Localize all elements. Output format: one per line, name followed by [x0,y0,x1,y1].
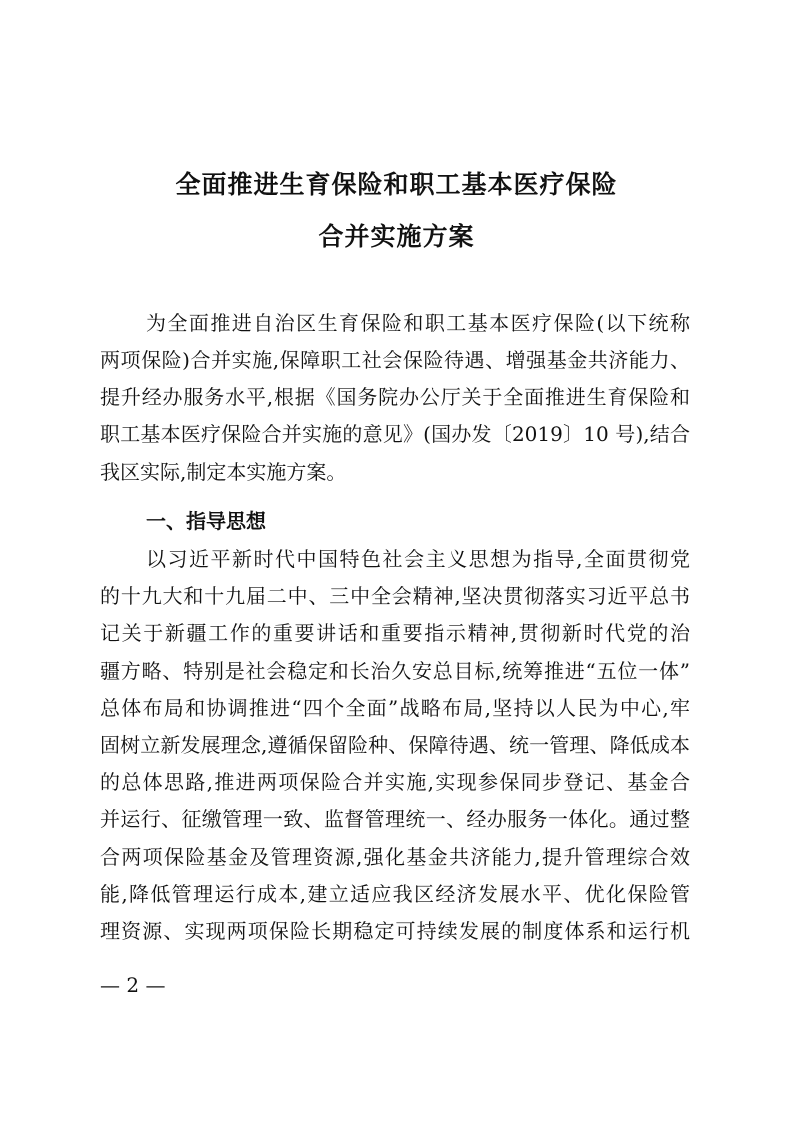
intro-line: 为全面推进自治区生育保险和职工基本医疗保险(以下统称 [146,311,690,335]
body-line: 总体布局和协调推进“四个全面”战略布局,坚持以人民为中心,牢 [100,696,690,720]
body-line: 以习近平新时代中国特色社会主义思想为指导,全面贯彻党 [146,547,690,571]
section-heading: 一、指导思想 [146,509,266,533]
body-line: 的总体思路,推进两项保险合并实施,实现参保同步登记、基金合 [100,770,690,794]
body-line: 合两项保险基金及管理资源,强化基金共济能力,提升管理综合效 [100,845,690,869]
intro-line: 两项保险)合并实施,保障职工社会保险待遇、增强基金共济能力、 [100,348,690,372]
body-line: 固树立新发展理念,遵循保留险种、保障待遇、统一管理、降低成本 [100,733,690,757]
body-line: 能,降低管理运行成本,建立适应我区经济发展水平、优化保险管 [100,882,690,906]
body-line: 理资源、实现两项保险长期稳定可持续发展的制度体系和运行机 [100,919,690,943]
document-title-line-1: 全面推进生育保险和职工基本医疗保险 [175,170,618,199]
body-line: 的十九大和十九届二中、三中全会精神,坚决贯彻落实习近平总书 [100,584,690,608]
page-number: — 2 — [100,973,166,997]
intro-line: 我区实际,制定本实施方案。 [100,460,347,484]
body-line: 记关于新疆工作的重要讲话和重要指示精神,贯彻新时代党的治 [100,621,690,645]
intro-line: 提升经办服务水平,根据《国务院办公厅关于全面推进生育保险和 [100,385,690,409]
body-line: 并运行、征缴管理一致、监督管理统一、经办服务一体化。通过整 [100,807,690,831]
document-title-line-2: 合并实施方案 [318,222,475,251]
body-line: 疆方略、特别是社会稳定和长治久安总目标,统筹推进“五位一体” [100,659,690,683]
intro-line: 职工基本医疗保险合并实施的意见》(国办发〔2019〕10 号),结合 [100,422,690,446]
